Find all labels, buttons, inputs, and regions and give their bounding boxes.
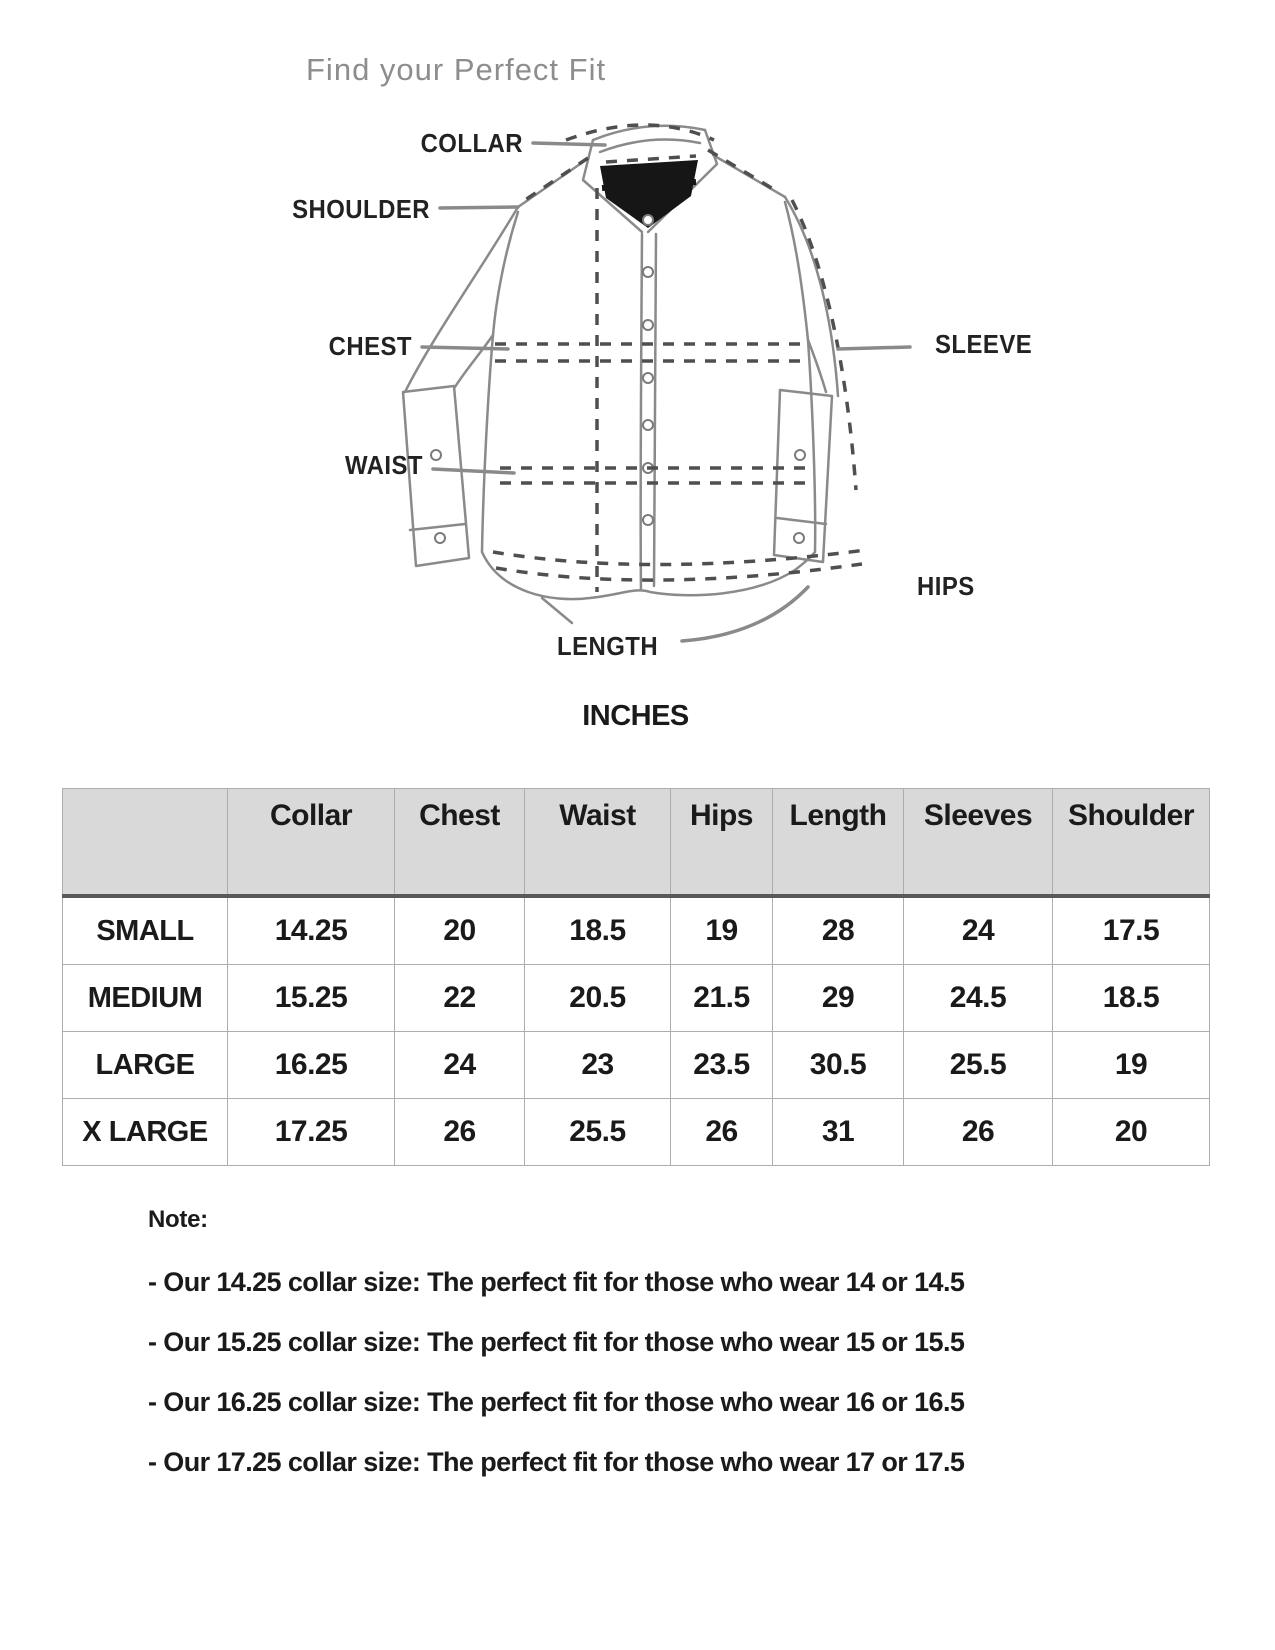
page-title: Find your Perfect Fit: [306, 52, 607, 87]
cell-value: 26: [671, 1099, 773, 1166]
cell-value: 17.5: [1053, 896, 1210, 965]
cell-value: 26: [904, 1099, 1053, 1166]
header-cell-hips: Hips: [671, 789, 773, 897]
size-label: SMALL: [63, 896, 228, 965]
header-cell-blank: [63, 789, 228, 897]
cell-value: 18.5: [1053, 965, 1210, 1032]
header-cell-sleeves: Sleeves: [904, 789, 1053, 897]
cell-value: 18.5: [525, 896, 671, 965]
cell-value: 21.5: [671, 965, 773, 1032]
cell-value: 16.25: [228, 1032, 395, 1099]
size-chart-table: [62, 788, 1210, 1166]
diagram-label-shoulder: SHOULDER: [292, 194, 430, 224]
cell-value: 30.5: [773, 1032, 904, 1099]
note-item: - Our 14.25 collar size: The perfect fit for those who wear 14 or 14.5: [148, 1267, 965, 1297]
header-cell-waist: Waist: [525, 789, 671, 897]
table-row: [63, 1099, 1210, 1166]
header-cell-length: Length: [773, 789, 904, 897]
table-row: [63, 1032, 1210, 1099]
diagram-label-length: LENGTH: [557, 631, 659, 661]
table-header-row: [63, 789, 1210, 897]
cell-value: 17.25: [228, 1099, 395, 1166]
table-row: [63, 965, 1210, 1032]
cell-value: 29: [773, 965, 904, 1032]
cell-value: 23: [525, 1032, 671, 1099]
header-cell-collar: Collar: [228, 789, 395, 897]
shoulder-pointer-line: [440, 207, 518, 208]
cell-value: 25.5: [525, 1099, 671, 1166]
cell-value: 19: [1053, 1032, 1210, 1099]
note-item: - Our 15.25 collar size: The perfect fit for those who wear 15 or 15.5: [148, 1327, 965, 1357]
cell-value: 20: [395, 896, 525, 965]
cell-value: 31: [773, 1099, 904, 1166]
cell-value: 28: [773, 896, 904, 965]
note-item: - Our 16.25 collar size: The perfect fit for those who wear 16 or 16.5: [148, 1387, 965, 1417]
units-heading: INCHES: [582, 700, 689, 732]
size-label: MEDIUM: [63, 965, 228, 1032]
cell-value: 25.5: [904, 1032, 1053, 1099]
cell-value: 20: [1053, 1099, 1210, 1166]
cell-value: 22: [395, 965, 525, 1032]
shirt-measurement-diagram: [250, 100, 1040, 672]
diagram-label-waist: WAIST: [344, 450, 423, 480]
sleeve-pointer-line: [838, 347, 910, 349]
diagram-label-hips: HIPS: [917, 571, 975, 601]
cell-value: 14.25: [228, 896, 395, 965]
header-cell-shoulder: Shoulder: [1053, 789, 1210, 897]
cell-value: 19: [671, 896, 773, 965]
size-label: LARGE: [63, 1032, 228, 1099]
header-cell-chest: Chest: [395, 789, 525, 897]
cell-value: 23.5: [671, 1032, 773, 1099]
diagram-label-sleeve: SLEEVE: [935, 329, 1033, 359]
cell-value: 15.25: [228, 965, 395, 1032]
cell-value: 24.5: [904, 965, 1053, 1032]
diagram-label-chest: CHEST: [328, 331, 412, 361]
note-item: - Our 17.25 collar size: The perfect fit for those who wear 17 or 17.5: [148, 1447, 965, 1477]
cell-value: 20.5: [525, 965, 671, 1032]
size-label: X LARGE: [63, 1099, 228, 1166]
cell-value: 24: [395, 1032, 525, 1099]
table-row: [63, 896, 1210, 965]
cell-value: 26: [395, 1099, 525, 1166]
cell-value: 24: [904, 896, 1053, 965]
note-heading: Note:: [148, 1206, 208, 1233]
collar-pointer-line: [533, 143, 605, 145]
diagram-label-collar: COLLAR: [420, 128, 523, 158]
chest-pointer-line: [422, 347, 508, 349]
